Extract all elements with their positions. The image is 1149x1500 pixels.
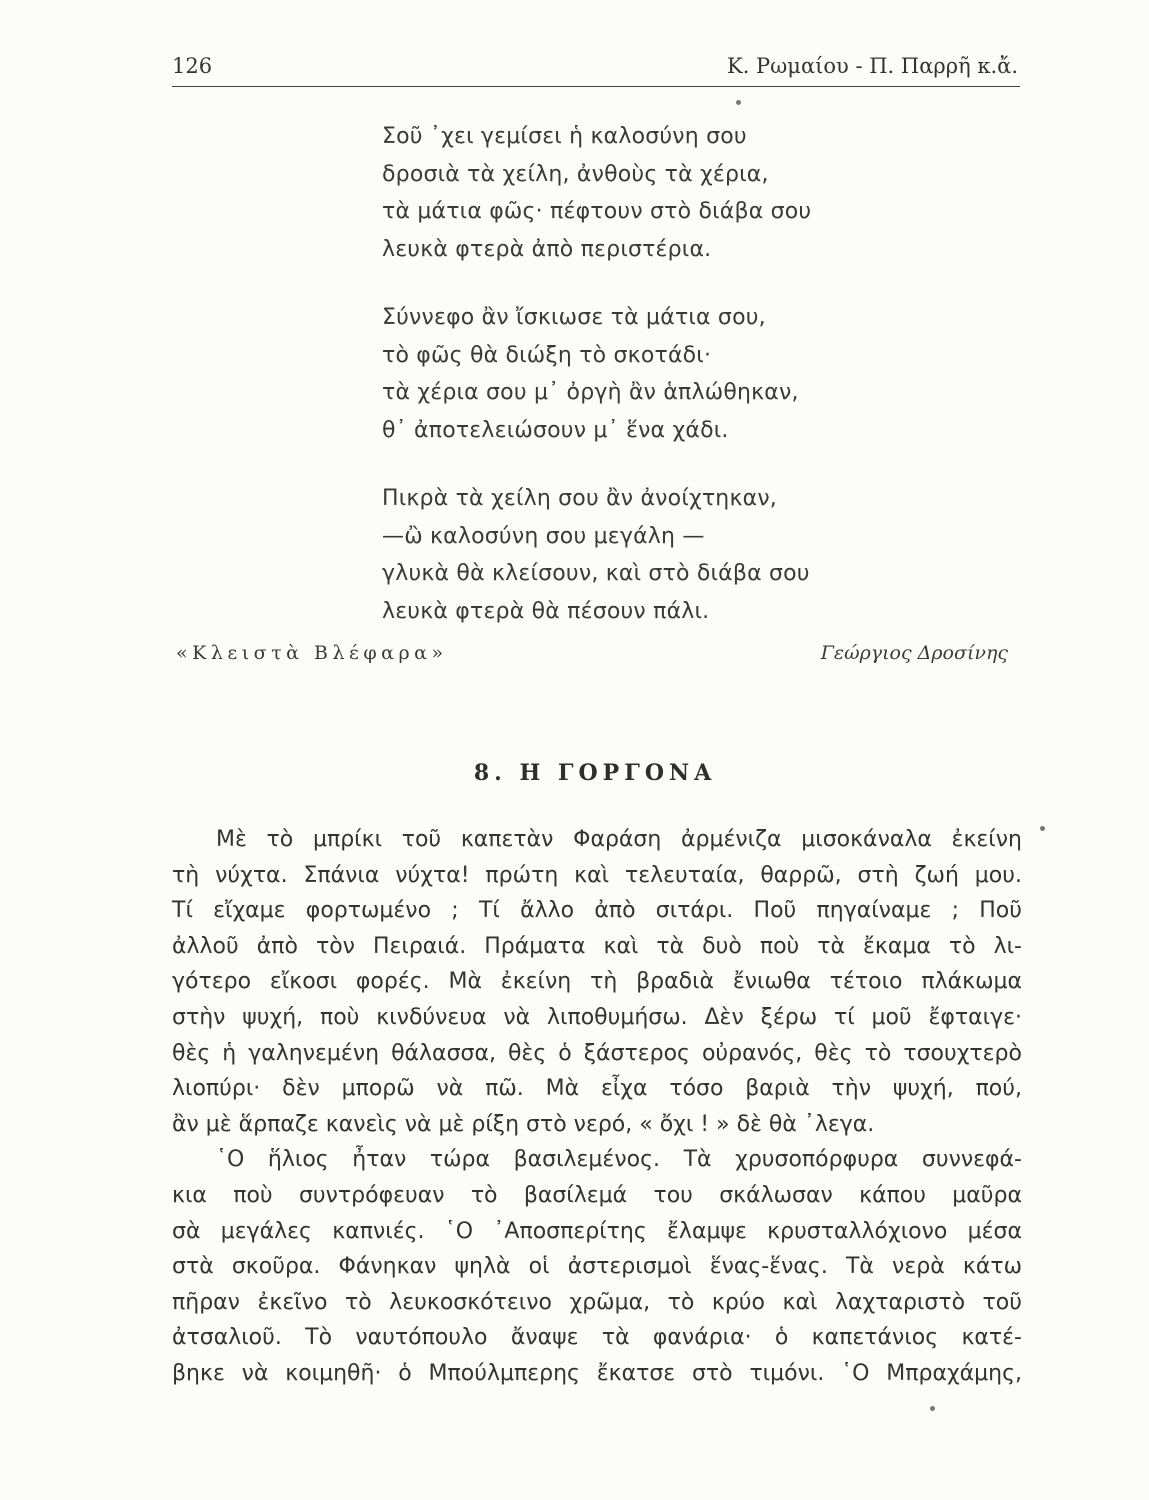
section-heading: 8. Η ΓΟΡΓΟΝΑ — [473, 760, 717, 786]
poem-source-title: «Κλειστὰ Βλέφαρα» — [176, 642, 448, 664]
poem-author: Γεώργιος Δροσίνης — [820, 642, 1008, 664]
header-rule — [172, 86, 1020, 87]
prose-line: πῆραν ἐκεῖνο τὸ λευκοσκότεινο χρῶμα, τὸ κρύο καὶ λαχταριστὸ τοῦ — [172, 1289, 1022, 1315]
prose-line: θὲς ἡ γαληνεμένη θάλασσα, θὲς ὁ ξάστερος οὐρανός, θὲς τὸ τσουχτερὸ — [172, 1040, 1022, 1066]
poem-line: —ὢ καλοσύνη σου μεγάλη — — [382, 523, 705, 549]
poem-line: τὸ φῶς θὰ διώξη τὸ σκοτάδι· — [382, 342, 712, 368]
prose-line: τὴ νύχτα. Σπάνια νύχτα! πρώτη καὶ τελευταία, θαρρῶ, στὴ ζωή μου. — [172, 862, 1022, 888]
prose-body — [172, 822, 1022, 1392]
prose-line: ῾Ο ἥλιος ἦταν τώρα βασιλεμένος. Τὰ χρυσοπόρφυρα συννεφά- — [216, 1147, 1022, 1173]
prose-line: στὰ σκοῦρα. Φάνηκαν ψηλὰ οἱ ἀστερισμοὶ ἕνας-ἕνας. Τὰ νερὰ κάτω — [172, 1254, 1022, 1280]
running-head — [172, 52, 1018, 88]
poem-stanza — [382, 299, 942, 449]
poem-line: δροσιὰ τὰ χείλη, ἀνθοὺς τὰ χέρια, — [382, 161, 769, 187]
page-number: 126 — [172, 54, 213, 78]
prose-line: σὰ μεγάλες καπνιές. ῾Ο ᾿Αποσπερίτης ἔλαμψε κρυσταλλόχιονο μέσα — [172, 1218, 1022, 1244]
print-speck — [930, 1406, 935, 1411]
poem-line: Σύννεφο ἂν ἴσκιωσε τὰ μάτια σου, — [382, 305, 766, 330]
prose-line: βηκε νὰ κοιμηθῆ· ὁ Μπούλμπερης ἔκατσε στὸ τιμόνι. ῾Ο Μπραχάμης, — [172, 1360, 1022, 1386]
poem-stanza — [382, 480, 942, 630]
poem-line: λευκὰ φτερὰ ἀπὸ περιστέρια. — [382, 236, 712, 262]
print-speck — [1040, 826, 1045, 831]
print-speck — [736, 100, 741, 105]
prose-line: γότερο εἴκοσι φορές. Μὰ ἐκείνη τὴ βραδιὰ ἔνιωθα τέτοιο πλάκωμα — [172, 969, 1022, 995]
running-title: Κ. Ρωμαίου - Π. Παρρῆ κ.ἄ. — [727, 54, 1018, 78]
prose-line: ἀλλοῦ ἀπὸ τὸν Πειραιά. Πράματα καὶ τὰ δυὸ ποὺ τὰ ἔκαμα τὸ λι- — [172, 933, 1022, 959]
poem-line: θ᾿ ἀποτελειώσουν μ᾿ ἕνα χάδι. — [382, 417, 729, 443]
prose-line: ἀτσαλιοῦ. Τὸ ναυτόπουλο ἄναψε τὰ φανάρια· ὁ καπετάνιος κατέ- — [172, 1325, 1022, 1351]
prose-line: λιοπύρι· δὲν μπορῶ νὰ πῶ. Μὰ εἶχα τόσο βαριὰ τὴν ψυχή, πού, — [172, 1076, 1022, 1102]
poem-line: γλυκὰ θὰ κλείσουν, καὶ στὸ διάβα σου — [382, 561, 810, 586]
prose-line: Τί εἴχαμε φορτωμένο ; Τί ἄλλο ἀπὸ σιτάρι. Ποῦ πηγαίναμε ; Ποῦ — [172, 898, 1022, 924]
poem-line: τὰ χέρια σου μ᾿ ὀργὴ ἂν ἁπλώθηκαν, — [382, 380, 799, 405]
prose-line: ἂν μὲ ἅρπαζε κανεὶς νὰ μὲ ρίξη στὸ νερό, « ὄχι ! » δὲ θὰ ᾿λεγα. — [172, 1111, 875, 1137]
poem-line: Σοῦ ᾿χει γεμίσει ἡ καλοσύνη σου — [382, 124, 747, 149]
poem-stanza — [382, 118, 942, 268]
poem-attribution — [172, 640, 1018, 672]
prose-line: κια ποὺ συντρόφευαν τὸ βασίλεμά του σκάλωσαν κάπου μαῦρα — [172, 1182, 1022, 1208]
prose-line: Μὲ τὸ μπρίκι τοῦ καπετὰν Φαράση ἀρμένιζα μισοκάναλα ἐκείνη — [216, 827, 1022, 852]
poem-line: λευκὰ φτερὰ θὰ πέσουν πάλι. — [382, 598, 710, 624]
poem-line: Πικρὰ τὰ χείλη σου ἂν ἀνοίχτηκαν, — [382, 486, 778, 511]
poem-line: τὰ μάτια φῶς· πέφτουν στὸ διάβα σου — [382, 199, 812, 224]
poem — [382, 118, 942, 661]
prose-line: στὴν ψυχή, ποὺ κινδύνευα νὰ λιποθυμήσω. Δὲν ξέρω τί μοῦ ἔφταιγε· — [172, 1004, 1022, 1030]
